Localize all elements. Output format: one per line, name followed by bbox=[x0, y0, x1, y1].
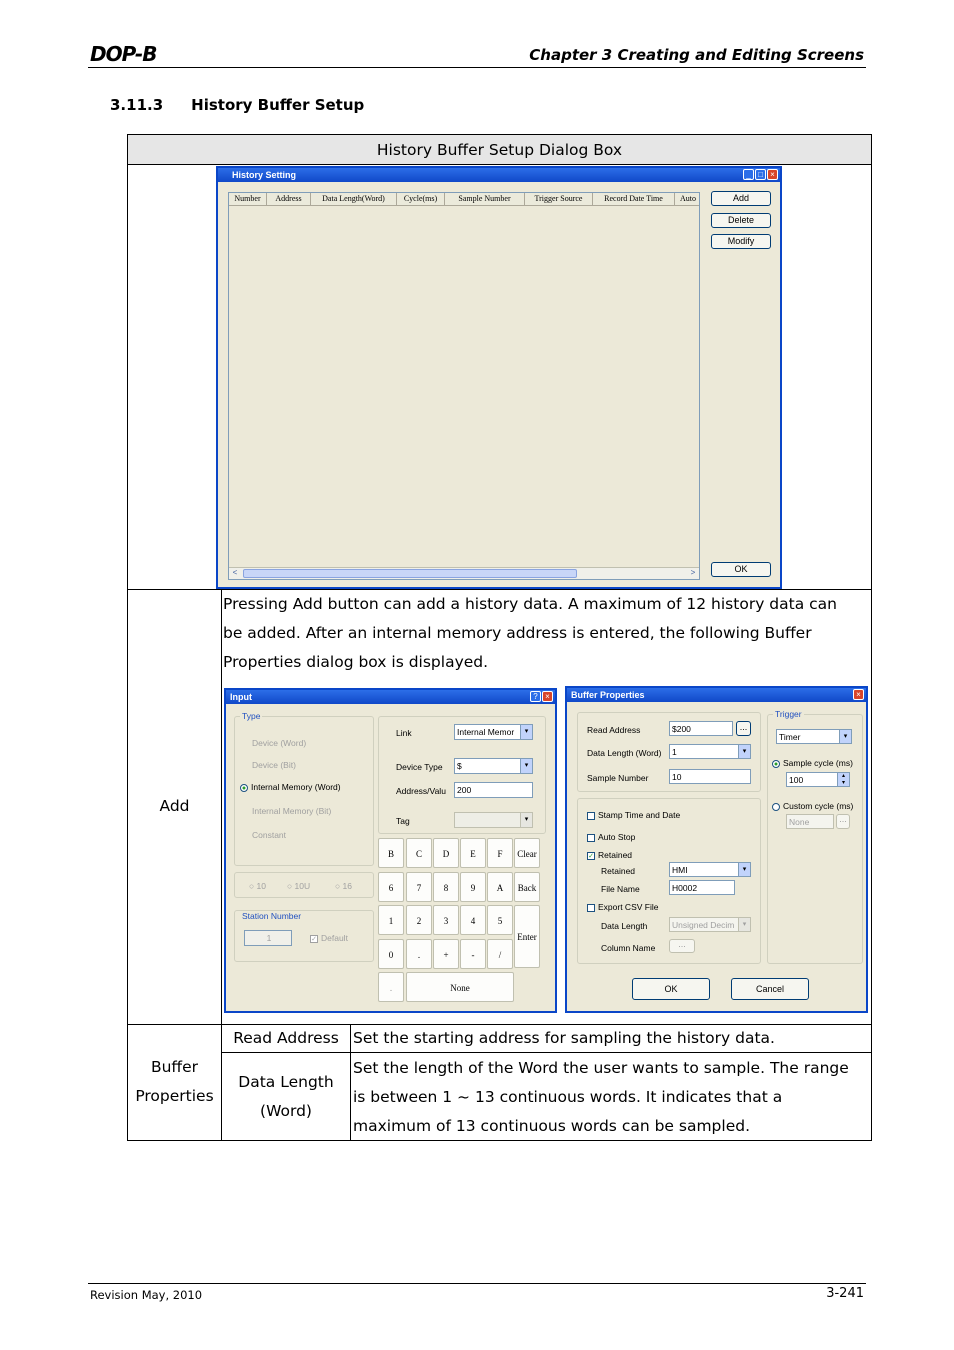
key-5[interactable]: Clear bbox=[514, 838, 540, 868]
history-setting-dialog bbox=[216, 166, 782, 589]
data-length-label-1: Data Length bbox=[238, 1073, 334, 1091]
key-4[interactable]: F bbox=[487, 838, 513, 868]
key-7[interactable]: 7 bbox=[406, 872, 432, 902]
key-16[interactable]: 5 bbox=[487, 905, 513, 935]
column-name-button[interactable]: ... bbox=[669, 939, 695, 953]
device-type-select[interactable]: $ ▾ bbox=[454, 758, 533, 774]
col-data-length[interactable]: Data Length(Word) bbox=[311, 193, 397, 205]
delete-button[interactable]: Delete bbox=[711, 213, 771, 228]
type-internal-word[interactable]: Internal Memory (Word) bbox=[240, 782, 341, 792]
key-1[interactable]: C bbox=[406, 838, 432, 868]
scroll-thumb[interactable] bbox=[243, 569, 577, 578]
column-name-label: Column Name bbox=[601, 943, 656, 953]
key-20[interactable]: + bbox=[433, 939, 459, 969]
history-title-bar bbox=[218, 168, 780, 182]
chevron-down-icon[interactable]: ▾ bbox=[839, 730, 851, 743]
custom-browse-button[interactable]: ... bbox=[836, 814, 850, 829]
radix-group bbox=[234, 872, 374, 898]
col-record-date-time[interactable]: Record Date Time bbox=[593, 193, 675, 205]
key-10[interactable]: A bbox=[487, 872, 513, 902]
buffer-title: Buffer Properties bbox=[571, 690, 645, 700]
buffer-close-icon[interactable]: × bbox=[853, 689, 864, 700]
data-length-label-cell bbox=[221, 1052, 351, 1141]
key-18[interactable]: 0 bbox=[378, 939, 404, 969]
chevron-down-icon[interactable]: ▾ bbox=[520, 813, 532, 827]
key-12[interactable]: 1 bbox=[378, 905, 404, 935]
scroll-left-icon[interactable]: < bbox=[232, 568, 238, 577]
revision-text: Revision May, 2010 bbox=[90, 1288, 203, 1302]
col-number[interactable]: Number bbox=[229, 193, 267, 205]
input-close-icon[interactable]: × bbox=[542, 691, 553, 702]
data-length-select[interactable]: 1 ▾ bbox=[669, 744, 751, 759]
station-label: Station Number bbox=[242, 911, 302, 921]
chevron-down-icon[interactable]: ▾ bbox=[738, 918, 750, 931]
type-device-bit[interactable]: Device (Bit) bbox=[252, 760, 296, 770]
file-name-input[interactable]: H0002 bbox=[669, 880, 735, 895]
read-address-input[interactable]: $200 bbox=[669, 721, 733, 736]
history-list[interactable] bbox=[228, 192, 700, 580]
read-address-desc: Set the starting address for sampling the history data. bbox=[353, 1029, 775, 1047]
data-length-desc-3: maximum of 13 continuous words can be sampled. bbox=[353, 1117, 751, 1135]
add-line-1: Pressing Add button can add a history data. A maximum of 12 history data can bbox=[223, 595, 837, 613]
key-none[interactable]: None bbox=[406, 972, 514, 1002]
key-11[interactable]: Back bbox=[514, 872, 540, 902]
read-address-desc-cell bbox=[350, 1024, 872, 1053]
footer-rule bbox=[88, 1283, 866, 1284]
key-2[interactable]: D bbox=[433, 838, 459, 868]
maximize-icon[interactable]: □ bbox=[755, 169, 766, 180]
custom-cycle-input[interactable]: None bbox=[786, 814, 834, 829]
data-length-label: Data Length (Word) bbox=[587, 748, 662, 758]
key-3[interactable]: E bbox=[460, 838, 486, 868]
file-name-label: File Name bbox=[601, 884, 640, 894]
minimize-icon[interactable]: _ bbox=[743, 169, 754, 180]
key-blank: . bbox=[378, 972, 404, 1002]
radix-10u[interactable]: ○ 10U bbox=[287, 881, 311, 891]
stepper-icon[interactable]: ▴ ▾ bbox=[837, 773, 849, 786]
radix-10[interactable]: ○ 10 bbox=[249, 881, 266, 891]
read-address-label: Read Address bbox=[233, 1029, 339, 1047]
key-14[interactable]: 3 bbox=[433, 905, 459, 935]
add-label-cell bbox=[127, 589, 222, 1025]
chapter-title: Chapter 3 Creating and Editing Screens bbox=[529, 46, 864, 64]
type-internal-bit[interactable]: Internal Memory (Bit) bbox=[252, 806, 332, 816]
add-line-3: Properties dialog box is displayed. bbox=[223, 653, 489, 671]
input-title: Input bbox=[230, 692, 252, 702]
chevron-down-icon[interactable]: ▾ bbox=[738, 863, 750, 876]
trigger-select[interactable]: Timer ▾ bbox=[776, 729, 852, 744]
read-address-label: Read Address bbox=[587, 725, 641, 735]
trigger-label: Trigger bbox=[775, 709, 802, 719]
tag-label: Tag bbox=[396, 816, 410, 826]
read-address-label-cell bbox=[221, 1024, 351, 1053]
buffer-cancel-button[interactable]: Cancel bbox=[731, 978, 809, 1000]
data-length-desc-2: is between 1 ~ 13 continuous words. It indicates that a bbox=[353, 1088, 783, 1106]
station-input[interactable]: 1 bbox=[244, 930, 292, 946]
key-17[interactable]: Enter bbox=[514, 905, 540, 968]
table-header bbox=[127, 134, 872, 165]
close-icon[interactable]: × bbox=[767, 169, 778, 180]
section-number: 3.11.3 bbox=[110, 96, 164, 114]
address-label: Address/Valu bbox=[396, 786, 446, 796]
key-19[interactable]: . bbox=[406, 939, 432, 969]
stamp-checkbox[interactable]: Stamp Time and Date bbox=[587, 810, 680, 820]
retained-select[interactable]: HMI ▾ bbox=[669, 862, 751, 877]
buffer-label-2: Properties bbox=[135, 1087, 214, 1105]
buffer-title-bar bbox=[567, 688, 866, 702]
col-sample-number[interactable]: Sample Number bbox=[445, 193, 525, 205]
key-6[interactable]: 6 bbox=[378, 872, 404, 902]
buffer-label-cell bbox=[127, 1024, 222, 1141]
modify-button[interactable]: Modify bbox=[711, 234, 771, 249]
add-label: Add bbox=[159, 797, 190, 815]
buffer-label-1: Buffer bbox=[150, 1058, 199, 1076]
history-title: History Setting bbox=[232, 170, 297, 180]
retained-checkbox[interactable]: ✓ Retained bbox=[588, 850, 633, 860]
add-button[interactable]: Add bbox=[711, 191, 771, 206]
col-cycle[interactable]: Cycle(ms) bbox=[397, 193, 445, 205]
input-title-bar bbox=[226, 690, 555, 704]
col-address[interactable]: Address bbox=[267, 193, 311, 205]
default-checkbox[interactable]: ✓ Default bbox=[311, 933, 348, 943]
buffer-ok-button[interactable]: OK bbox=[632, 978, 710, 1000]
key-8[interactable]: 8 bbox=[433, 872, 459, 902]
key-0[interactable]: B bbox=[378, 838, 404, 868]
device-type-label: Device Type bbox=[396, 762, 443, 772]
key-9[interactable]: 9 bbox=[460, 872, 486, 902]
chevron-down-icon[interactable]: ▾ bbox=[520, 759, 532, 773]
input-dialog bbox=[224, 688, 557, 1013]
address-input[interactable]: 200 bbox=[454, 782, 533, 798]
csv-data-length-label: Data Length bbox=[601, 921, 648, 931]
type-label: Type bbox=[242, 711, 261, 721]
chevron-down-icon[interactable]: ▾ bbox=[520, 725, 532, 739]
help-icon[interactable]: ? bbox=[530, 691, 541, 702]
col-trigger-source[interactable]: Trigger Source bbox=[525, 193, 593, 205]
dop-b-logo: DOP-B bbox=[90, 42, 157, 66]
data-length-label-2: (Word) bbox=[260, 1102, 312, 1120]
sample-number-label: Sample Number bbox=[587, 773, 649, 783]
type-constant[interactable]: Constant bbox=[252, 830, 287, 840]
sample-number-input[interactable]: 10 bbox=[669, 769, 751, 784]
chevron-down-icon[interactable]: ▾ bbox=[738, 745, 750, 758]
page-number: 3-241 bbox=[826, 1286, 864, 1301]
horizontal-scrollbar[interactable] bbox=[229, 567, 699, 579]
radix-16[interactable]: ○ 16 bbox=[335, 881, 352, 891]
scroll-right-icon[interactable]: > bbox=[690, 568, 696, 577]
export-csv-checkbox[interactable]: Export CSV File bbox=[587, 902, 658, 912]
table-header-text: History Buffer Setup Dialog Box bbox=[376, 141, 623, 159]
link-select[interactable]: Internal Memor ▾ bbox=[454, 724, 533, 740]
sample-cycle-radio[interactable]: Sample cycle (ms) bbox=[772, 758, 853, 768]
add-line-2: be added. After an internal memory address is entered, the following Buffer bbox=[223, 624, 812, 642]
data-length-desc-1: Set the length of the Word the user wants to sample. The range bbox=[353, 1059, 849, 1077]
section-title: History Buffer Setup bbox=[191, 96, 365, 114]
csv-data-length-select[interactable]: Unsigned Decim ▾ bbox=[669, 917, 751, 932]
link-label: Link bbox=[396, 728, 412, 738]
tag-select[interactable] bbox=[454, 812, 533, 828]
list-header bbox=[229, 193, 699, 206]
key-15[interactable]: 4 bbox=[460, 905, 486, 935]
browse-button[interactable]: ... bbox=[736, 721, 751, 736]
section-heading bbox=[110, 96, 364, 114]
col-auto[interactable]: Auto bbox=[680, 194, 696, 203]
auto-stop-checkbox[interactable]: Auto Stop bbox=[587, 832, 635, 842]
trigger-group bbox=[767, 714, 863, 964]
header-rule bbox=[88, 67, 866, 68]
key-13[interactable]: 2 bbox=[406, 905, 432, 935]
key-21[interactable]: - bbox=[460, 939, 486, 969]
custom-cycle-radio[interactable]: Custom cycle (ms) bbox=[772, 801, 853, 811]
radio-selected-icon[interactable] bbox=[240, 784, 248, 792]
retained-label: Retained bbox=[601, 866, 636, 876]
ok-button[interactable]: OK bbox=[711, 562, 771, 577]
sample-cycle-stepper[interactable]: 100 ▴ ▾ bbox=[786, 772, 850, 787]
buffer-properties-dialog bbox=[565, 686, 868, 1013]
key-22[interactable]: / bbox=[487, 939, 513, 969]
type-device-word[interactable]: Device (Word) bbox=[252, 738, 307, 748]
data-length-desc-cell bbox=[350, 1052, 872, 1141]
